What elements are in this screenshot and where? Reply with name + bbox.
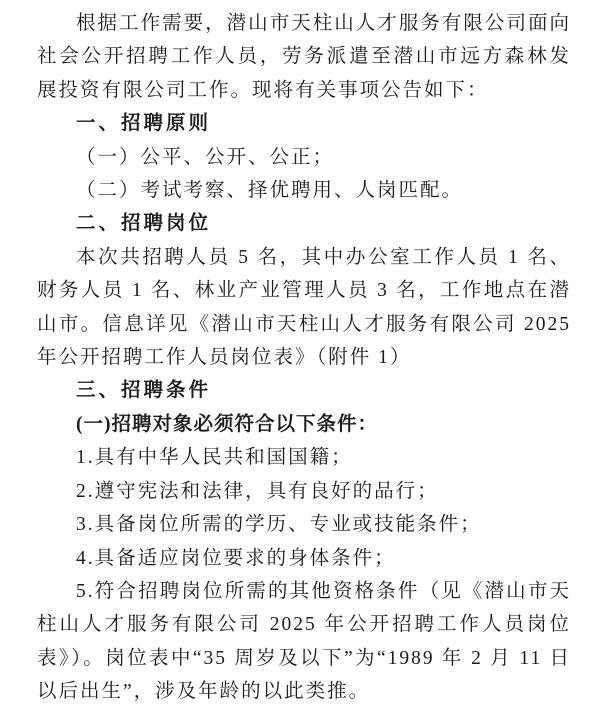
condition-item-1: 1.具有中华人民共和国国籍； — [76, 447, 353, 469]
section-2-heading: 二、招聘岗位 — [76, 212, 212, 235]
positions-paragraph: 本次共招聘人员 5 名，其中办公室工作人员 1 名、财务人员 1 名、林业产业管理人员 3 名，工作地点在潜山市。信息详见《潜山市天柱山人才服务有限公司 2025 年公开招聘工作人员岗位表》（附件 1） — [37, 246, 571, 369]
condition-item-3: 3.具备岗位所需的学历、专业或技能条件； — [76, 514, 482, 536]
condition-item-5: 5.符合招聘岗位所需的其他资格条件（见《潜山市天柱山人才服务有限公司 2025 年公开招聘工作人员岗位表》）。岗位表中“35 周岁及以下”为“1989 年 2 月 11 日以后出生”，涉及年龄的以此类推。 — [37, 580, 571, 703]
section-3-heading: 三、招聘条件 — [76, 379, 212, 402]
principle-item-2: （二）考试考察、择优聘用、人岗匹配。 — [76, 180, 464, 202]
condition-item-2: 2.遵守宪法和法律，具有良好的品行； — [76, 480, 439, 502]
intro-paragraph: 根据工作需要，潜山市天柱山人才服务有限公司面向社会公开招聘工作人员，劳务派遣至潜山市远方森林发展投资有限公司工作。现将有关事项公告如下： — [37, 13, 571, 101]
condition-item-4: 4.具备适应岗位要求的身体条件； — [76, 547, 396, 569]
conditions-subheading: (一)招聘对象必须符合以下条件： — [76, 413, 378, 435]
principle-item-1: （一）公平、公开、公正； — [76, 146, 335, 168]
section-1-heading: 一、招聘原则 — [76, 112, 212, 135]
